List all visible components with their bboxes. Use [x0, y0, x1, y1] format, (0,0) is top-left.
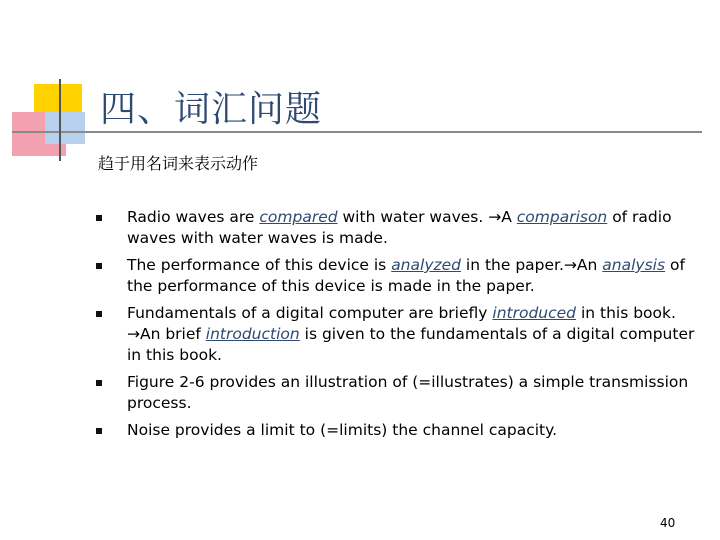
keyword: comparison [516, 208, 608, 226]
slide-subtitle: 趋于用名词来表示动作 [98, 154, 259, 173]
square-bullet-icon [96, 263, 102, 269]
bullet-text: Figure 2-6 provides an illustration of (=illustrates) a simple transmission process. [127, 373, 689, 412]
keyword: analyzed [391, 256, 461, 274]
slide-title: 四、词汇问题 [100, 89, 323, 130]
bullet-text: Noise provides a limit to (=limits) the channel capacity. [127, 421, 558, 439]
bullet-text: Radio waves are compared with water waves. →A comparison of radio waves with water waves is made. [127, 208, 672, 247]
bullet-item [96, 255, 696, 297]
square-bullet-icon [96, 215, 102, 221]
bullet-text: Fundamentals of a digital computer are briefly introduced in this book. →An brief introduction is given to the fundamentals of a digital computer in this book. [127, 304, 695, 364]
keyword: compared [259, 208, 338, 226]
keyword: introduction [205, 325, 300, 343]
bullet-item [96, 303, 696, 366]
bullet-item [96, 207, 696, 249]
keyword: introduced [492, 304, 577, 322]
bullet-item [96, 420, 696, 441]
decor-vertical-line [59, 79, 61, 161]
keyword: analysis [602, 256, 666, 274]
bullet-list [96, 207, 696, 447]
square-bullet-icon [96, 311, 102, 317]
square-bullet-icon [96, 428, 102, 434]
bullet-item [96, 372, 696, 414]
bullet-text: The performance of this device is analyzed in the paper.→An analysis of the performance of this device is made in the paper. [127, 256, 685, 295]
square-bullet-icon [96, 380, 102, 386]
decor-blue-square [45, 112, 85, 144]
page-number: 40 [660, 516, 676, 530]
